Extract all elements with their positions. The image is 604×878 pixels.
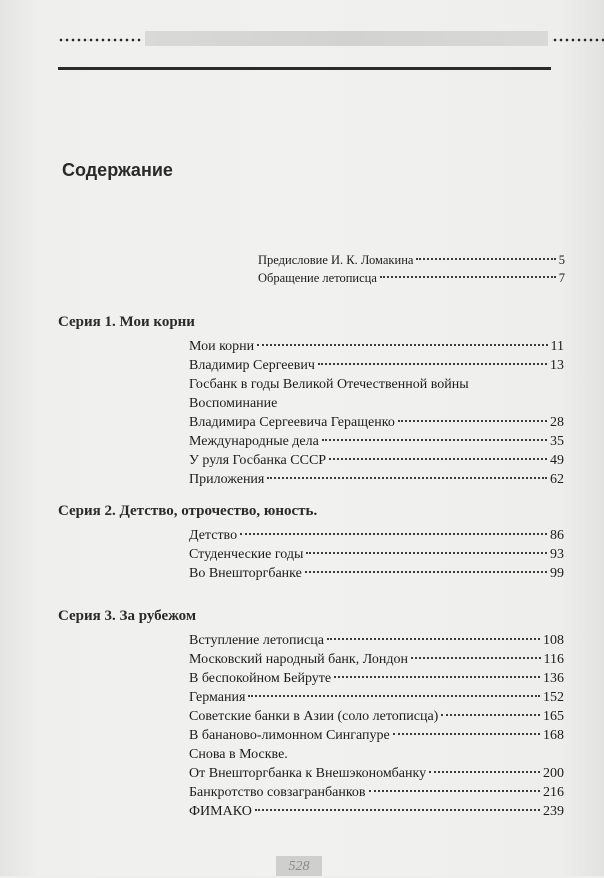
entry-page: 62 xyxy=(550,472,564,487)
toc-entry xyxy=(189,564,564,583)
toc-entry xyxy=(189,650,564,669)
entry-page: 108 xyxy=(543,633,564,648)
header-dotted-line-left xyxy=(58,38,142,42)
entry-page: 165 xyxy=(543,709,564,724)
dot-leader xyxy=(327,638,540,640)
entry-page: 116 xyxy=(543,652,564,667)
entry-page: 136 xyxy=(543,671,564,686)
entry-page: 28 xyxy=(550,415,564,430)
entry-page: 86 xyxy=(550,528,564,543)
entry-title: Приложения xyxy=(189,472,265,487)
entry-title: Во Внешторгбанке xyxy=(189,566,302,581)
dot-leader xyxy=(318,363,547,365)
dot-leader xyxy=(267,477,547,479)
entry-page: 11 xyxy=(550,339,564,354)
toc-entry xyxy=(258,251,565,269)
dot-leader xyxy=(369,790,540,792)
section-1-list xyxy=(189,337,564,489)
toc-entry xyxy=(189,413,564,432)
dot-leader xyxy=(257,344,547,346)
section-heading-1: Серия 1. Мои корни xyxy=(58,314,195,330)
toc-entry xyxy=(189,394,564,413)
entry-title: Международные дела xyxy=(189,434,319,449)
entry-page: 200 xyxy=(543,766,564,781)
entry-page: 239 xyxy=(543,804,564,819)
preface-list xyxy=(258,251,565,287)
entry-title: ФИМАКО xyxy=(189,804,252,819)
entry-title: У руля Госбанка СССР xyxy=(189,453,327,468)
dot-leader xyxy=(322,439,547,441)
entry-page: 168 xyxy=(543,728,564,743)
section-3-list xyxy=(189,631,564,821)
entry-title: Вступление летописца xyxy=(189,633,324,648)
entry-title: Обращение летописца xyxy=(258,271,377,285)
entry-title: Владимира Сергеевича Геращенко xyxy=(189,415,395,430)
entry-title: Студенческие годы xyxy=(189,547,304,562)
dot-leader xyxy=(329,458,547,460)
dot-leader xyxy=(411,657,541,659)
page-number: 528 xyxy=(276,856,322,876)
toc-entry xyxy=(189,470,564,489)
toc-entry xyxy=(189,688,564,707)
entry-page: 35 xyxy=(550,434,564,449)
entry-page: 5 xyxy=(558,253,565,267)
toc-entry xyxy=(189,631,564,650)
toc-title: Содержание xyxy=(62,160,173,180)
entry-page: 216 xyxy=(543,785,564,800)
entry-title: Госбанк в годы Великой Отечественной войны xyxy=(189,377,469,392)
header-dotted-line-right xyxy=(552,38,604,42)
toc-entry xyxy=(189,802,564,821)
entry-title: Владимир Сергеевич xyxy=(189,358,315,373)
toc-entry xyxy=(189,726,564,745)
entry-page: 93 xyxy=(550,547,564,562)
toc-entry xyxy=(189,783,564,802)
dot-leader xyxy=(393,733,540,735)
toc-entry xyxy=(258,269,565,287)
entry-title: От Внешторгбанка к Внешэкономбанку xyxy=(189,766,427,781)
dot-leader xyxy=(380,276,556,278)
toc-entry xyxy=(189,375,564,394)
entry-title: Банкротство совзагранбанков xyxy=(189,785,366,800)
entry-title: Германия xyxy=(189,690,246,705)
section-heading-2: Серия 2. Детство, отрочество, юность. xyxy=(58,503,318,519)
entry-title: В бананово-лимонном Сингапуре xyxy=(189,728,390,743)
entry-title: Советские банки в Азии (соло летописца) xyxy=(189,709,439,724)
entry-page: 13 xyxy=(550,358,564,373)
toc-entry xyxy=(189,545,564,564)
header-band xyxy=(145,31,548,46)
entry-page: 49 xyxy=(550,453,564,468)
entry-title: Мои корни xyxy=(189,339,255,354)
dot-leader xyxy=(398,420,547,422)
entry-page: 7 xyxy=(558,271,565,285)
header-rule xyxy=(58,67,551,70)
dot-leader xyxy=(240,533,547,535)
section-heading-3: Серия 3. За рубежом xyxy=(58,608,197,624)
dot-leader xyxy=(429,771,540,773)
toc-entry xyxy=(189,451,564,470)
toc-entry xyxy=(189,526,564,545)
entry-title: Воспоминание xyxy=(189,396,278,411)
entry-title: Предисловие И. К. Ломакина xyxy=(258,253,414,267)
entry-title: Детство xyxy=(189,528,238,543)
toc-entry xyxy=(189,337,564,356)
entry-title: Снова в Москве. xyxy=(189,747,288,762)
entry-title: Московский народный банк, Лондон xyxy=(189,652,408,667)
dot-leader xyxy=(306,552,547,554)
dot-leader xyxy=(416,258,555,260)
toc-entry xyxy=(189,764,564,783)
dot-leader xyxy=(441,714,540,716)
entry-page: 99 xyxy=(550,566,564,581)
dot-leader xyxy=(334,676,540,678)
toc-entry xyxy=(189,356,564,375)
toc-entry xyxy=(189,669,564,688)
dot-leader xyxy=(255,809,540,811)
entry-page: 152 xyxy=(543,690,564,705)
dot-leader xyxy=(248,695,540,697)
dot-leader xyxy=(305,571,547,573)
toc-entry xyxy=(189,432,564,451)
entry-title: В беспокойном Бейруте xyxy=(189,671,332,686)
section-2-list xyxy=(189,526,564,583)
toc-entry xyxy=(189,745,564,764)
toc-entry xyxy=(189,707,564,726)
